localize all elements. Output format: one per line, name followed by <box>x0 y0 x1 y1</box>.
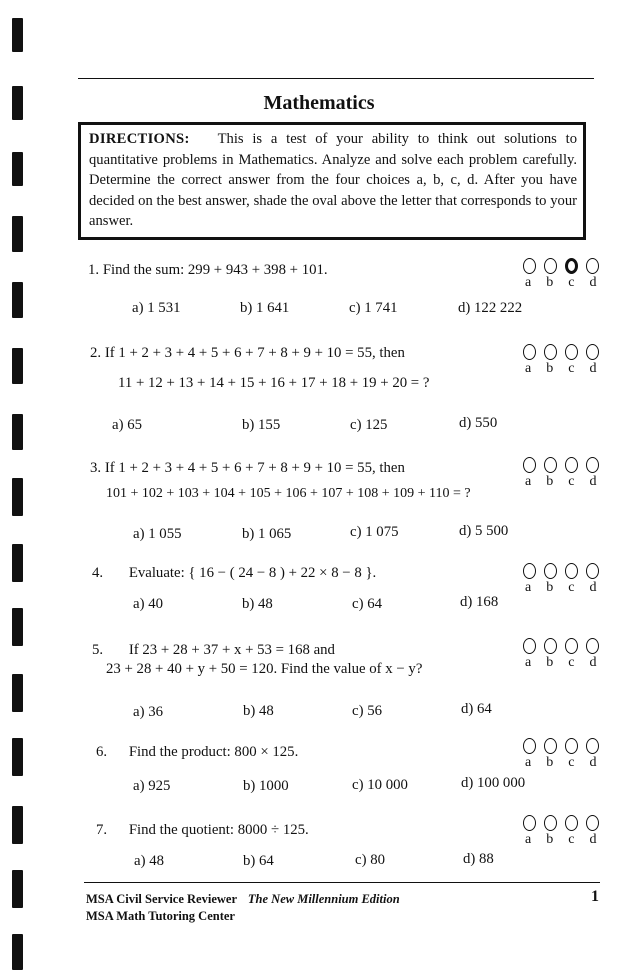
choice-letter: b <box>546 361 554 376</box>
choice-letter: a <box>525 655 532 670</box>
answer-oval-b[interactable] <box>544 563 557 579</box>
answer-ovals-6 <box>523 738 599 770</box>
question-number: 3. <box>90 460 102 476</box>
choice-letter: c <box>568 580 575 595</box>
answer-oval-d[interactable] <box>586 563 599 579</box>
option-b: b) 64 <box>243 853 274 869</box>
question-text: Find the sum: 299 + 943 + 398 + 101. <box>102 262 328 278</box>
page-title: Mathematics <box>263 92 375 114</box>
answer-ovals-7 <box>523 815 599 847</box>
question-text: Find the quotient: 8000 ÷ 125. <box>128 822 309 838</box>
choice-letter: c <box>568 275 575 290</box>
option-c: c) 56 <box>352 703 382 719</box>
option-b: b) 1000 <box>243 778 289 794</box>
answer-ovals-2 <box>523 344 599 376</box>
choice-letter: b <box>546 275 554 290</box>
question-7 <box>96 822 309 839</box>
option-d: d) 64 <box>461 701 492 717</box>
footer-rule <box>84 882 600 883</box>
option-c: c) 125 <box>350 417 388 433</box>
option-a: a) 48 <box>134 853 164 869</box>
option-d: d) 168 <box>460 594 499 610</box>
option-d: d) 550 <box>459 415 498 431</box>
answer-oval-c-shaded[interactable] <box>565 258 578 274</box>
answer-oval-b[interactable] <box>544 344 557 360</box>
binder-hole <box>12 152 23 186</box>
answer-oval-d[interactable] <box>586 738 599 754</box>
option-b: b) 48 <box>243 703 274 719</box>
answer-ovals-3 <box>523 457 599 489</box>
answer-oval-d[interactable] <box>586 638 599 654</box>
answer-ovals-5 <box>523 638 599 670</box>
option-a: a) 1 531 <box>132 300 181 316</box>
option-a: a) 36 <box>133 704 163 720</box>
answer-oval-a[interactable] <box>523 815 536 831</box>
question-number: 6. <box>96 744 108 760</box>
answer-oval-a[interactable] <box>523 258 536 274</box>
choice-letter: d <box>589 580 597 595</box>
question-1 <box>88 262 328 279</box>
question-6 <box>96 744 298 761</box>
question-number: 1. <box>88 262 100 278</box>
question-5 <box>92 642 335 659</box>
choice-letter: a <box>525 755 532 770</box>
answer-ovals-1 <box>523 258 599 290</box>
binder-hole <box>12 544 23 582</box>
binder-hole <box>12 348 23 384</box>
question-text: If 1 + 2 + 3 + 4 + 5 + 6 + 7 + 8 + 9 + 10 = 55, then <box>104 460 405 476</box>
binder-hole <box>12 216 23 252</box>
option-b: b) 155 <box>242 417 281 433</box>
choice-letter: d <box>589 755 597 770</box>
choice-letter: d <box>589 361 597 376</box>
option-c: c) 80 <box>355 852 385 868</box>
question-number: 5. <box>92 642 104 658</box>
option-d: d) 100 000 <box>461 775 526 791</box>
binder-hole <box>12 870 23 908</box>
answer-oval-d[interactable] <box>586 815 599 831</box>
question-2 <box>90 345 405 362</box>
question-number: 2. <box>90 345 102 361</box>
option-d: d) 5 500 <box>459 523 509 539</box>
choice-letter: d <box>589 655 597 670</box>
option-c: c) 10 000 <box>352 777 408 793</box>
answer-ovals-4 <box>523 563 599 595</box>
top-rule <box>78 78 594 79</box>
directions-line: that corresponds to your answer. <box>89 192 577 229</box>
question-text: If 23 + 28 + 37 + x + 53 = 168 and <box>128 642 335 658</box>
choice-letter: c <box>568 474 575 489</box>
binder-hole <box>12 934 23 970</box>
question-5-line2: 23 + 28 + 40 + y + 50 = 120. Find the value of x − y? <box>106 661 423 677</box>
option-c: c) 64 <box>352 596 382 612</box>
choice-letter: d <box>589 474 597 489</box>
binder-hole <box>12 18 23 52</box>
option-b: b) 1 065 <box>242 526 292 542</box>
question-4 <box>92 565 376 582</box>
answer-oval-d[interactable] <box>586 344 599 360</box>
choice-letter: d <box>589 275 597 290</box>
choice-letter: b <box>546 755 554 770</box>
choice-letter: a <box>525 832 532 847</box>
choice-letter: b <box>546 655 554 670</box>
answer-oval-a[interactable] <box>523 344 536 360</box>
binder-hole <box>12 738 23 776</box>
choice-letter: b <box>546 832 554 847</box>
directions-line: quantitative problems in Mathematics. Analyze and solve each problem <box>89 151 518 168</box>
answer-oval-d[interactable] <box>586 457 599 473</box>
question-2-line2: 11 + 12 + 13 + 14 + 15 + 16 + 17 + 18 + 19 + 20 = ? <box>118 375 430 391</box>
answer-oval-c[interactable] <box>565 638 578 654</box>
answer-oval-b[interactable] <box>544 738 557 754</box>
option-b: b) 48 <box>242 596 273 612</box>
option-a: a) 1 055 <box>133 526 182 542</box>
answer-oval-b[interactable] <box>544 258 557 274</box>
answer-oval-b[interactable] <box>544 815 557 831</box>
directions-lead: DIRECTIONS: <box>89 131 190 147</box>
option-d: d) 122 222 <box>458 300 523 316</box>
choice-letter: b <box>546 474 554 489</box>
directions-box <box>78 122 586 240</box>
answer-oval-a[interactable] <box>523 638 536 654</box>
option-c: c) 1 075 <box>350 524 399 540</box>
answer-oval-d[interactable] <box>586 258 599 274</box>
option-c: c) 1 741 <box>349 300 398 316</box>
option-d: d) 88 <box>463 851 494 867</box>
footer-edition: The New Millennium Edition <box>247 892 400 906</box>
answer-oval-c[interactable] <box>565 815 578 831</box>
question-3-line2: 101 + 102 + 103 + 104 + 105 + 106 + 107 + 108 + 109 + 110 = ? <box>106 486 471 501</box>
footer-publisher: MSA Math Tutoring Center <box>86 909 235 923</box>
option-a: a) 40 <box>133 596 163 612</box>
question-number: 7. <box>96 822 108 838</box>
choice-letter: c <box>568 832 575 847</box>
choice-letter: a <box>525 275 532 290</box>
choice-letter: a <box>525 474 532 489</box>
choice-letter: a <box>525 580 532 595</box>
question-text: If 1 + 2 + 3 + 4 + 5 + 6 + 7 + 8 + 9 + 10 = 55, then <box>104 345 405 361</box>
answer-oval-a[interactable] <box>523 457 536 473</box>
question-text: Evaluate: { 16 − ( 24 − 8 ) + 22 × 8 − 8 }. <box>128 565 377 581</box>
directions-line: carefully. Determine the correct answer from the four choices a, b, c, d. <box>89 151 577 188</box>
directions-line: After you have decided on the best answer, shade the oval above the letter <box>89 172 578 209</box>
directions-line: This is a test of your ability to think out solutions to <box>217 131 577 147</box>
question-number: 4. <box>92 565 104 581</box>
choice-letter: c <box>568 655 575 670</box>
binder-hole <box>12 608 23 646</box>
question-3 <box>90 460 405 477</box>
answer-oval-a[interactable] <box>523 738 536 754</box>
option-a: a) 925 <box>133 778 171 794</box>
answer-oval-c[interactable] <box>565 563 578 579</box>
choice-letter: c <box>568 755 575 770</box>
binder-hole <box>12 674 23 712</box>
option-b: b) 1 641 <box>240 300 290 316</box>
answer-oval-b[interactable] <box>544 457 557 473</box>
binder-hole <box>12 414 23 450</box>
answer-oval-c[interactable] <box>565 457 578 473</box>
answer-oval-c[interactable] <box>565 738 578 754</box>
answer-oval-c[interactable] <box>565 344 578 360</box>
answer-oval-a[interactable] <box>523 563 536 579</box>
choice-letter: a <box>525 361 532 376</box>
binder-hole <box>12 478 23 516</box>
answer-oval-b[interactable] <box>544 638 557 654</box>
footer-book-title: MSA Civil Service Reviewer <box>86 892 237 906</box>
question-text: Find the product: 800 × 125. <box>128 744 299 760</box>
choice-letter: c <box>568 361 575 376</box>
binder-hole <box>12 806 23 844</box>
choice-letter: b <box>546 580 554 595</box>
footer-title <box>86 892 400 907</box>
option-a: a) 65 <box>112 417 142 433</box>
binder-hole <box>12 282 23 318</box>
page-number: 1 <box>591 888 599 905</box>
choice-letter: d <box>589 832 597 847</box>
